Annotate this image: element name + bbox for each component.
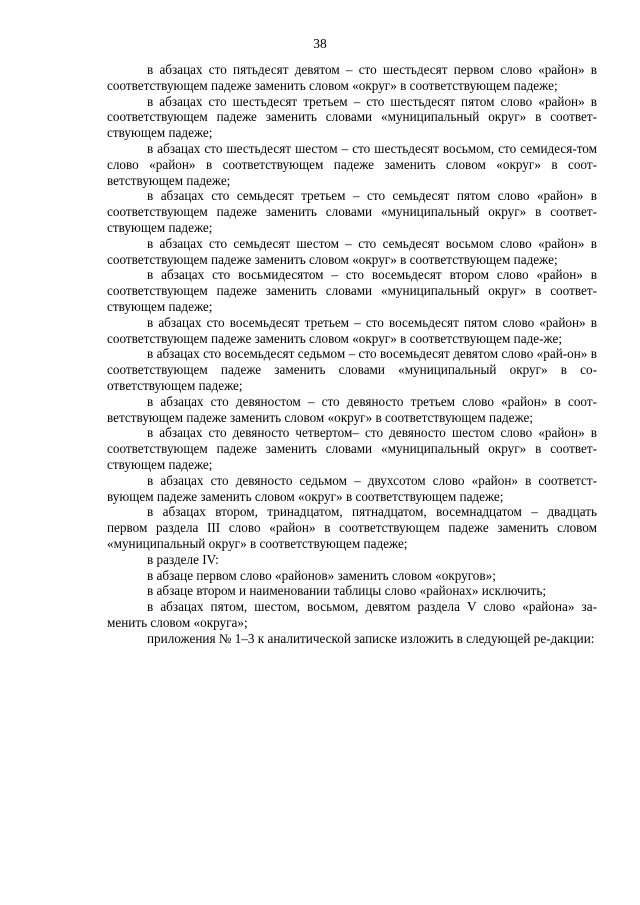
paragraph: в абзаце первом слово «районов» заменить словом «округов»; [147, 567, 496, 583]
page-number: 38 [313, 36, 327, 51]
paragraph: в абзацах сто семьдесят третьем – сто семьдесят пятом слово «район» в соответствующем падеже заменить словами «муниципальный округ» в соответ-ствующем падеже; [107, 188, 597, 235]
paragraph: в абзацах сто шестьдесят шестом – сто шестьдесят восьмом, сто семидеся-том слово «район» в соответствующем падеже заменить словом «округ» в соот-ветствующем падеже; [107, 140, 597, 188]
paragraph: в абзацах сто семьдесят шестом – сто семьдесят восьмом слово «район» в соответствующем падеже заменить словом «округ» в соответствующем падеже; [107, 235, 597, 267]
paragraph: в абзацах пятом, шестом, восьмом, девятом раздела V слово «района» за-менить словом «округа»; [107, 599, 597, 630]
paragraph: в абзацах сто восьмидесятом – сто восемьдесят втором слово «район» в соответствующем падеже заменить словами «муниципальный округ» в соответ-ствующем падеже; [107, 267, 597, 314]
paragraph: в абзацах втором, тринадцатом, пятнадцатом, восемнадцатом – двадцать первом раздела III слово «район» в соответствующем падеже заменить словом «муниципальный округ» в соответствующем падеже; [107, 504, 597, 551]
paragraph: в разделе IV: [147, 551, 219, 567]
paragraph: в абзацах сто восемьдесят третьем – сто восемьдесят пятом слово «район» в соответствующем падеже заменить словом «округ» в соответствующем паде-же; [107, 314, 597, 346]
paragraph: в абзацах сто шестьдесят третьем – сто шестьдесят пятом слово «район» в соответствующем падеже заменить словами «муниципальный округ» в соответ-ствующем падеже; [107, 93, 597, 141]
paragraph: в абзацах сто восемьдесят седьмом – сто восемьдесят девятом слово «рай-он» в соответствующем падеже заменить словами «муниципальный округ» в со-ответствующем падеже; [107, 346, 597, 393]
document-body [107, 62, 597, 646]
paragraph: в абзацах сто пятьдесят девятом – сто шестьдесят первом слово «район» в соответствующем падеже заменить словом «округ» в соответствующем падеже; [107, 62, 597, 93]
paragraph: в абзацах сто девяносто седьмом – двухсотом слово «район» в соответст-вующем падеже заменить словом «округ» в соответствующем падеже; [107, 472, 597, 504]
paragraph: в абзаце втором и наименовании таблицы слово «районах» исключить; [147, 583, 547, 599]
paragraph: приложения № 1–3 к аналитической записке изложить в следующей ре-дакции: [147, 630, 595, 646]
paragraph: в абзацах сто девяносто четвертом– сто девяносто шестом слово «район» в соответствующем падеже заменить словами «муниципальный округ» в соответ-ствующем падеже; [107, 425, 597, 472]
paragraph: в абзацах сто девяностом – сто девяносто третьем слово «район» в соот-ветствующем падеже заменить словом «округ» в соответствующем падеже; [107, 393, 597, 425]
